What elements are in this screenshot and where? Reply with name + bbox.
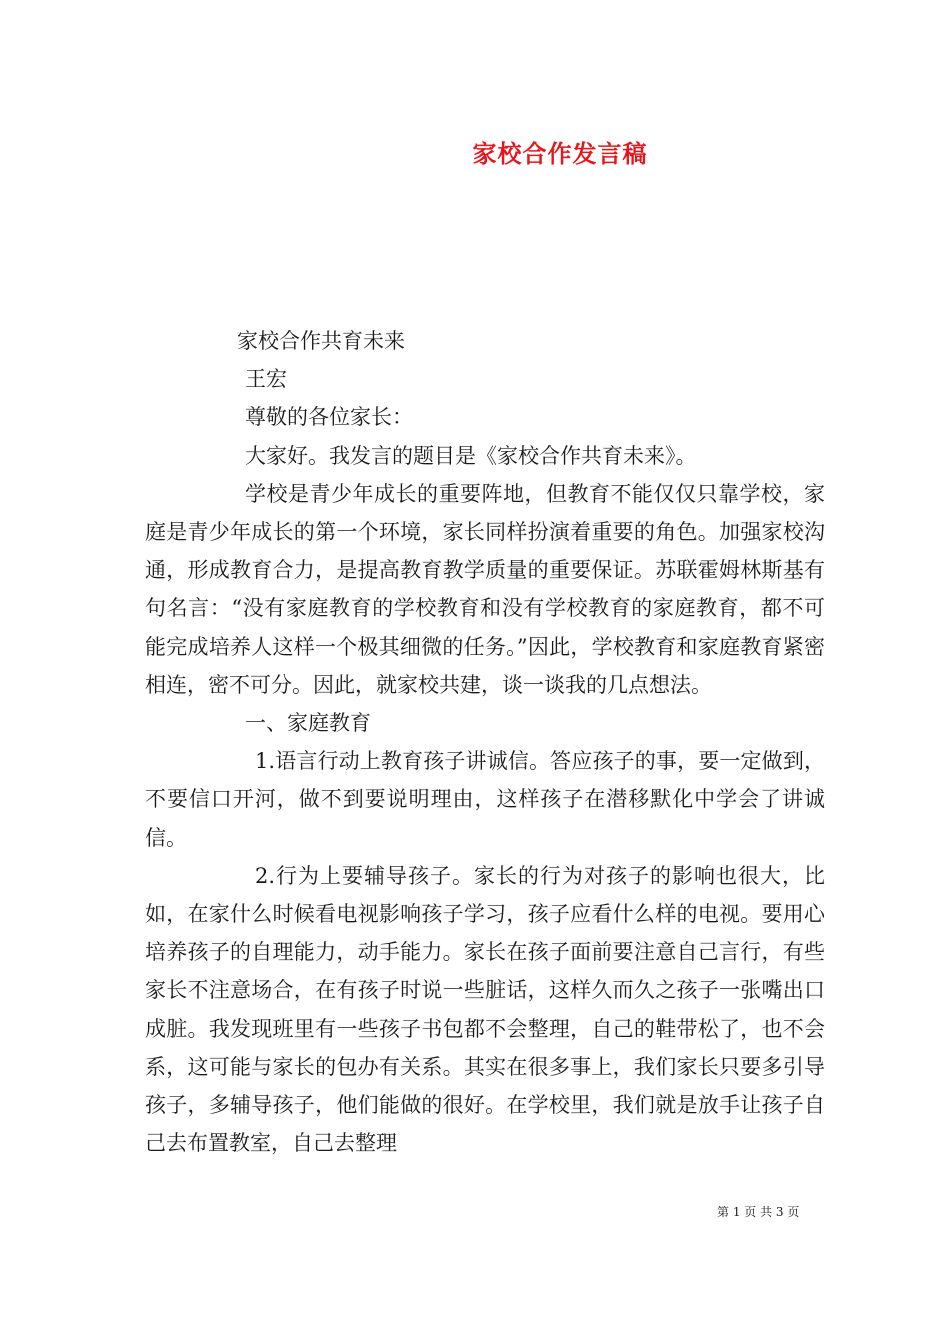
list-item-2: 2.行为上要辅导孩子。家长的行为对孩子的影响也很大，比如，在家什么时候看电视影响孩子学习，孩子应看什么样的电视。要用心培养孩子的自理能力，动手能力。家长在孩子面前要注意自己言行，有些家长不注意场合，在有孩子时说一些脏话，这样久而久之孩子一张嘴出口成脏。我发现班里有一些孩子书包都不会整理，自己的鞋带松了，也不会系，这可能与家长的包办有关系。其实在很多事上，我们家长只要多引导孩子，多辅导孩子，他们能做的很好。在学校里，我们就是放手让孩子自己去布置教室，自己去整理	[145, 863, 825, 1156]
document-title: 家校合作发言稿	[472, 139, 648, 168]
section-heading: 一、家庭教育	[245, 711, 371, 736]
body-paragraph: 学校是青少年成长的重要阵地，但教育不能仅仅只靠学校，家庭是青少年成长的第一个环境，家长同样扮演着重要的角色。加强家校沟通，形成教育合力，是提高教育教学质量的重要保证。苏联霍姆林斯基有句名言：“没有家庭教育的学校教育和没有学校教育的家庭教育，都不可能完成培养人这样一个极其细微的任务。”因此，学校教育和家庭教育紧密相连，密不可分。因此，就家校共建，谈一谈我的几点想法。	[145, 481, 825, 697]
speech-subtitle: 家校合作共育未来	[237, 329, 405, 353]
list-item-1: 1.语言行动上教育孩子讲诚信。答应孩子的事，要一定做到，不要信口开河，做不到要说明理由，这样孩子在潜移默化中学会了讲诚信。	[145, 749, 825, 850]
opening-line: 大家好。我发言的题目是《家校合作共育未来》。	[245, 443, 697, 468]
document-body	[145, 322, 825, 1162]
author-name: 王宏	[245, 367, 287, 392]
salutation: 尊敬的各位家长：	[245, 405, 413, 430]
page-number-footer: 第 1 页 共 3 页	[717, 1205, 800, 1219]
